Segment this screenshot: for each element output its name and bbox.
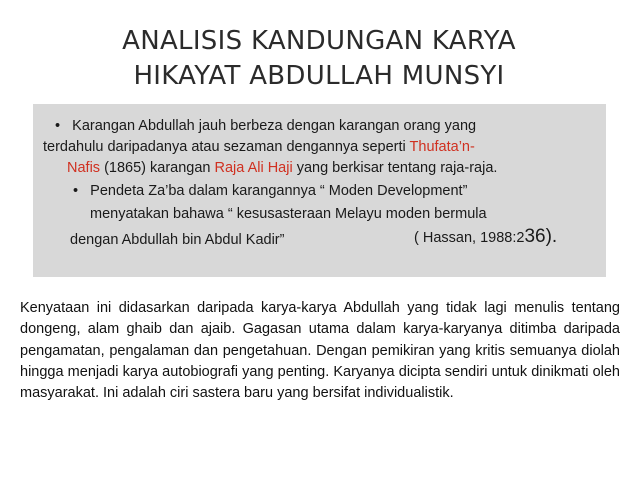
bullet-2-text-1: Pendeta Za’ba dalam karangannya “ Moden Development” <box>90 183 468 199</box>
bullet-2-text-3: dengan Abdullah bin Abdul Kadir” <box>70 232 285 248</box>
bullet-2-line-1 <box>73 181 467 201</box>
bullet-icon: • <box>55 118 61 134</box>
title-line-2: HIKAYAT ABDULLAH MUNSYI <box>133 61 505 91</box>
bullet-icon: • <box>73 183 79 199</box>
quote-box <box>33 104 606 277</box>
citation-text: ( Hassan, 1988:2 <box>414 230 525 246</box>
author-name: Raja Ali Haji <box>214 160 293 176</box>
bullet-2-text-2: menyatakan bahawa “ kesusasteraan Melayu moden bermula <box>90 206 487 222</box>
bullet-1-text-2: terdahulu daripadanya atau sezaman dengannya seperti <box>43 139 410 155</box>
bullet-1-line-2 <box>43 137 475 157</box>
slide-title <box>0 24 638 94</box>
bullet-1-text-3: (1865) karangan <box>100 160 215 176</box>
bullet-2-line-3 <box>70 230 284 250</box>
body-paragraph: Kenyataan ini didasarkan daripada karya-karya Abdullah yang tidak lagi menulis tentang dongeng, alam ghaib dan ajaib. Gagasan utama dalam karya-karyanya ditimba daripada pengamatan, pengalaman dan pengetahuan. Dengan pemikiran yang kritis semuanya diolah hingga menjadi karya autobiografi yang penting. Karyanya dicipta sendiri untuk dinikmati oleh masyarakat. Ini adalah ciri sastera baru yang bersifat individualistik. <box>20 300 620 402</box>
bullet-1-line-1 <box>55 116 476 136</box>
citation <box>414 227 557 248</box>
bullet-1-text-1: Karangan Abdullah jauh berbeza dengan karangan orang yang <box>72 118 477 134</box>
title-line-1: ANALISIS KANDUNGAN KARYA <box>122 26 516 56</box>
bullet-2-line-2 <box>90 204 487 224</box>
nafis-title: Nafis <box>67 160 101 176</box>
citation-page: 36). <box>524 226 558 247</box>
bullet-1-text-4: yang berkisar tentang raja-raja. <box>292 160 498 176</box>
thufata-title: Thufata’n- <box>409 139 475 155</box>
bullet-1-line-3 <box>67 158 497 178</box>
